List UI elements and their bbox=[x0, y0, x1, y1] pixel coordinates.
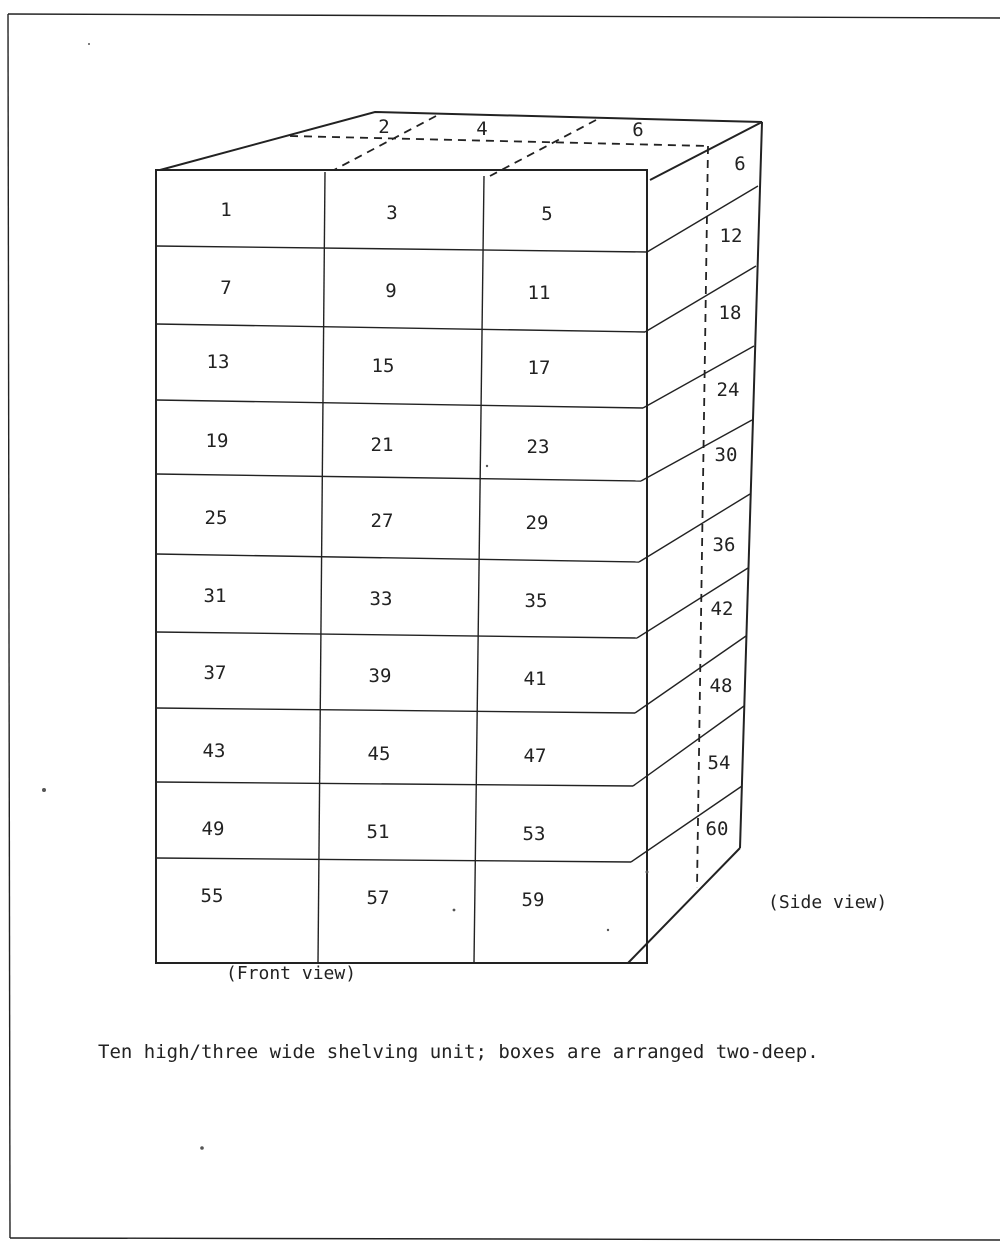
side-labels bbox=[706, 153, 746, 840]
front-box-label: 15 bbox=[371, 355, 395, 377]
side-box-label: 36 bbox=[712, 534, 736, 556]
row-divider bbox=[156, 554, 639, 562]
front-view-label: (Front view) bbox=[226, 963, 357, 984]
front-box-label: 45 bbox=[367, 743, 391, 765]
side-box-label: 30 bbox=[714, 444, 738, 466]
side-box-label: 48 bbox=[709, 675, 733, 697]
row-divider bbox=[156, 474, 641, 481]
front-box-label: 27 bbox=[370, 510, 394, 532]
front-box-label: 13 bbox=[206, 351, 230, 373]
front-box-label: 5 bbox=[541, 203, 553, 225]
top-box-label: 4 bbox=[476, 118, 488, 140]
caption: Ten high/three wide shelving unit; boxes are arranged two-deep. bbox=[98, 1041, 819, 1063]
front-box-label: 59 bbox=[521, 889, 545, 911]
front-box-label: 11 bbox=[527, 282, 551, 304]
side-box-label: 12 bbox=[719, 225, 743, 247]
front-box-label: 7 bbox=[220, 277, 232, 299]
front-box-label: 17 bbox=[527, 357, 551, 379]
top-box-label: 6 bbox=[632, 119, 644, 141]
front-box-label: 57 bbox=[366, 887, 390, 909]
front-box-label: 55 bbox=[200, 885, 224, 907]
side-box-label: 6 bbox=[734, 153, 746, 175]
side-box-label: 18 bbox=[718, 302, 742, 324]
front-box-label: 9 bbox=[385, 280, 397, 302]
front-box-label: 33 bbox=[369, 588, 393, 610]
front-box-label: 47 bbox=[523, 745, 547, 767]
front-box-label: 1 bbox=[220, 199, 232, 221]
top-labels bbox=[378, 116, 643, 141]
front-box-label: 51 bbox=[366, 821, 390, 843]
side-face bbox=[628, 122, 762, 963]
side-view-label: (Side view) bbox=[768, 892, 888, 913]
side-box-label: 42 bbox=[710, 598, 734, 620]
front-box-label: 43 bbox=[202, 740, 226, 762]
front-box-label: 37 bbox=[203, 662, 227, 684]
front-box-label: 23 bbox=[526, 436, 550, 458]
row-divider bbox=[156, 708, 635, 713]
front-box-label: 21 bbox=[370, 434, 394, 456]
front-box-label: 25 bbox=[204, 507, 228, 529]
side-box-label: 60 bbox=[705, 818, 729, 840]
side-box-label: 24 bbox=[716, 379, 740, 401]
front-box-label: 49 bbox=[201, 818, 225, 840]
column-divider bbox=[474, 176, 484, 963]
front-box-label: 41 bbox=[523, 668, 547, 690]
front-box-label: 3 bbox=[386, 202, 398, 224]
row-divider bbox=[156, 858, 631, 862]
row-divider bbox=[156, 246, 647, 252]
top-box-label: 2 bbox=[378, 116, 390, 138]
column-divider bbox=[318, 172, 325, 963]
row-divider bbox=[156, 324, 645, 332]
side-box-label: 54 bbox=[707, 752, 731, 774]
front-box-label: 19 bbox=[205, 430, 229, 452]
front-box-label: 29 bbox=[525, 512, 549, 534]
row-divider bbox=[156, 400, 643, 408]
front-box-label: 53 bbox=[522, 823, 546, 845]
front-box-label: 31 bbox=[203, 585, 227, 607]
row-divider bbox=[156, 632, 637, 638]
row-divider bbox=[156, 782, 633, 786]
front-box-label: 39 bbox=[368, 665, 392, 687]
front-box-label: 35 bbox=[524, 590, 548, 612]
